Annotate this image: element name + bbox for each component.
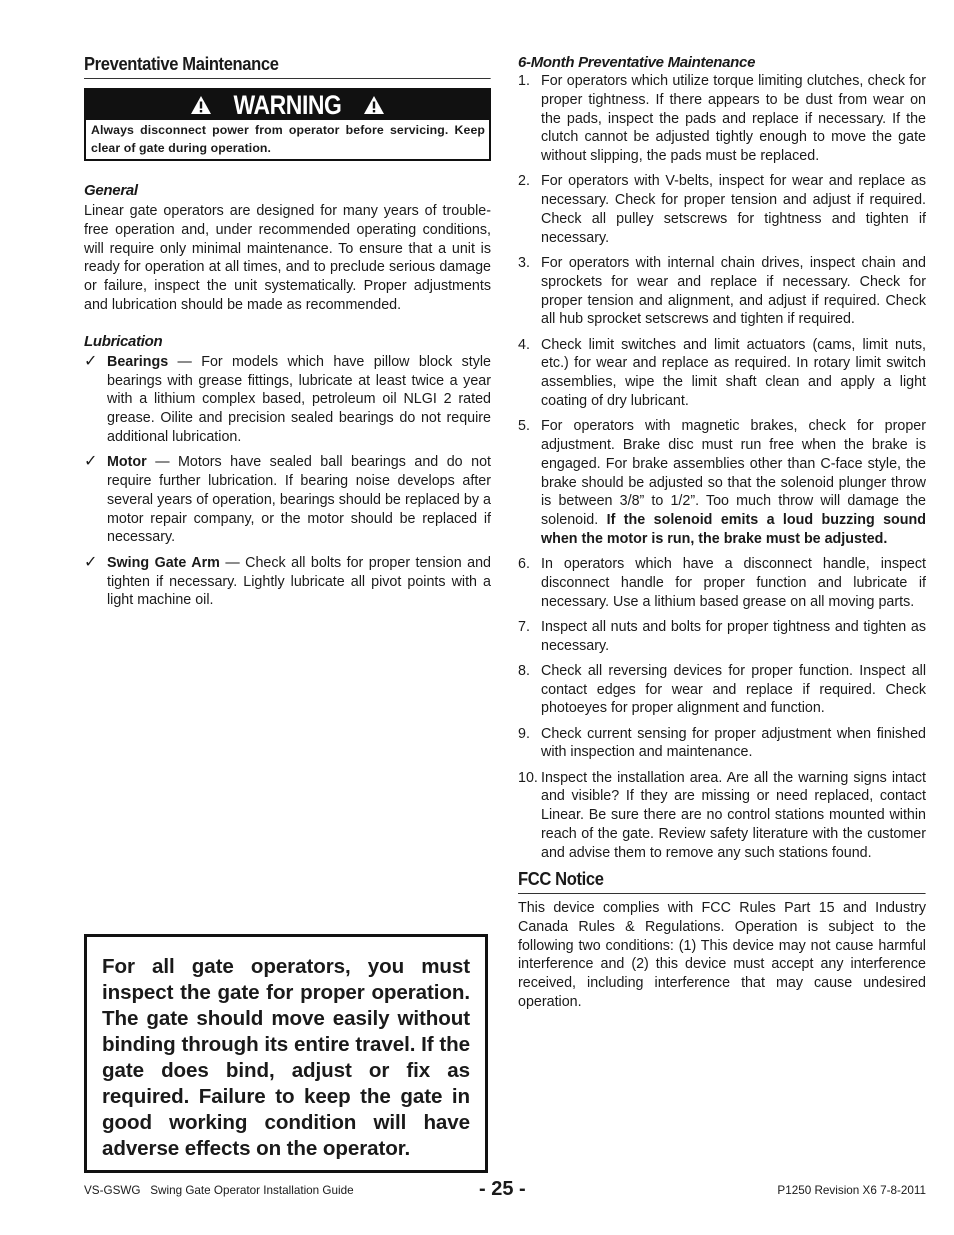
inspection-callout-box — [84, 934, 488, 1173]
item-label: Swing Gate Arm — [107, 554, 220, 571]
right-column — [518, 54, 926, 1012]
page-number: - 25 - — [479, 1178, 526, 1200]
footer-doc-title: Swing Gate Operator Installation Guide — [150, 1184, 354, 1197]
list-item — [518, 417, 926, 549]
six-month-list — [518, 72, 926, 863]
checkmark-icon: ✓ — [84, 352, 98, 370]
warning-header — [86, 90, 489, 120]
checkmark-icon: ✓ — [84, 553, 98, 571]
item-text: For operators with magnetic brakes, check for proper adjustment. Brake disc must run free when the brake is engaged. For brake assemblies other than C-face style, the brake should be adjusted so that the solenoid plunger throw is between 3/8” to 1/2”. Too much throw will damage the solenoid. — [541, 418, 926, 529]
six-month-heading: 6-Month Preventative Maintenance — [518, 54, 756, 71]
callout-text: For all gate operators, you must inspect the gate for proper operation. The gate should move easily without binding through its entire travel. If the gate does bind, adjust or fix as required. Failure to keep the gate in good working condition will have adverse effects on the operator. — [102, 955, 470, 1160]
item-text: Check current sensing for proper adjustment when finished with inspection and maintenance. — [541, 725, 926, 761]
list-item — [84, 554, 491, 610]
list-item — [84, 453, 491, 547]
list-item — [518, 555, 926, 611]
item-label: Motor — [107, 454, 147, 471]
warning-triangle-icon — [363, 95, 385, 115]
item-number: 5. — [518, 418, 530, 435]
preventative-maintenance-title: Preventative Maintenance — [84, 54, 491, 79]
item-number: 6. — [518, 556, 530, 573]
item-text: Check limit switches and limit actuators (cams, limit nuts, etc.) for wear and replace as required. In rotary limit switch assemblies, wipe the limit shaft clean and apply a light coating of dry lubricant. — [541, 336, 926, 409]
item-number: 3. — [518, 254, 530, 271]
footer-revision: P1250 Revision X6 7-8-2011 — [777, 1184, 926, 1197]
item-number: 4. — [518, 336, 530, 353]
item-text: For operators which utilize torque limiting clutches, check for proper tightness. If there appears to be dust from wear on the pads, inspect the pads and replace if necessary. If the clutch cannot be adjusted tightly enough to move the gate without slipping, the pads must be replaced. — [541, 73, 926, 165]
item-number: 10. — [518, 769, 538, 786]
list-item — [518, 769, 926, 863]
list-item — [84, 353, 491, 447]
list-item — [518, 172, 926, 247]
list-item — [518, 618, 926, 656]
left-column — [84, 54, 491, 617]
warning-label: WARNING — [233, 89, 342, 120]
general-paragraph: Linear gate operators are designed for many years of trouble-free operation and, under recommended operating conditions, will require only minimal maintenance. To ensure that a unit is ready for operation at all times, and to preclude serious damage or failure, inspect the unit systematically. Proper adjustments and lubrication should be made as recommended. — [84, 203, 491, 313]
item-text: — Check all bolts for proper tension and tighten if necessary. Lightly lubricate all pivot points with a light machine oil. — [107, 554, 491, 609]
footer-doc-info — [84, 1184, 354, 1197]
item-text: For operators with V-belts, inspect for wear and replace as necessary. Check for proper tension and adjust if required. Check all pulley setscrews for tightness and tighten if necessary. — [541, 173, 926, 246]
lubrication-heading: Lubrication — [84, 332, 163, 350]
list-item — [518, 336, 926, 411]
general-heading: General — [84, 182, 138, 199]
lubrication-list — [84, 353, 491, 610]
item-text: Inspect all nuts and bolts for proper tightness and tighten as necessary. — [541, 618, 926, 654]
item-text: — Motors have sealed ball bearings and do not require further lubrication. If bearing noise develops after several years of operation, bearings should be replaced by a motor repair company, or the motor should be replaced if necessary. — [107, 454, 491, 546]
item-text: In operators which have a disconnect handle, inspect disconnect handle for proper function and lubricate if necessary. Use a lithium based grease on all moving parts. — [541, 556, 926, 610]
warning-triangle-icon — [190, 95, 212, 115]
warning-box — [84, 88, 491, 161]
item-number: 9. — [518, 725, 530, 742]
page-footer — [84, 1180, 926, 1204]
warning-text: Always disconnect power from operator before servicing. Keep clear of gate during operation. — [91, 123, 485, 155]
item-text: Check all reversing devices for proper function. Inspect all contact edges for wear and replace if required. Check photoeyes for proper alignment and function. — [541, 662, 926, 717]
item-text: For operators with internal chain drives, inspect chain and sprockets for wear and replace if necessary. Check for proper tension and alignment, and adjust if required. Check all hub sprocket setscrews and tighten if required. — [541, 254, 926, 328]
footer-doc-code: VS-GSWG — [84, 1184, 141, 1197]
item-number: 1. — [518, 73, 530, 89]
list-item — [518, 72, 926, 166]
item-text: Inspect the installation area. Are all the warning signs intact and visible? If they are missing or need replaced, contact Linear. Be sure there are no control stations mounted within reach of the gate. Review safety literature with the customer and advise them to remove any such stations found. — [541, 769, 926, 861]
checkmark-icon: ✓ — [84, 453, 98, 471]
list-item — [518, 725, 926, 763]
fcc-notice-paragraph: This device complies with FCC Rules Part 15 and Industry Canada Rules & Regulations. Operation is subject to the following two conditions: (1) This device may not cause harmful interference and (2) this device must accept any interference received, including interference that may cause undesired operation. — [518, 899, 926, 1010]
item-number: 7. — [518, 618, 530, 635]
item-bold-text: If the solenoid emits a loud buzzing sound when the motor is run, the brake must be adjusted. — [541, 512, 926, 547]
item-text: — For models which have pillow block style bearings with grease fittings, lubricate at least twice a year with a lithium complex based, petroleum oil NLGI 2 rated grease. Oilite and precision sealed bearings do not require additional lubrication. — [107, 353, 491, 445]
list-item — [518, 662, 926, 718]
item-number: 8. — [518, 662, 530, 679]
list-item — [518, 254, 926, 329]
fcc-notice-title: FCC Notice — [518, 869, 926, 894]
item-label: Bearings — [107, 353, 169, 370]
item-number: 2. — [518, 173, 530, 190]
